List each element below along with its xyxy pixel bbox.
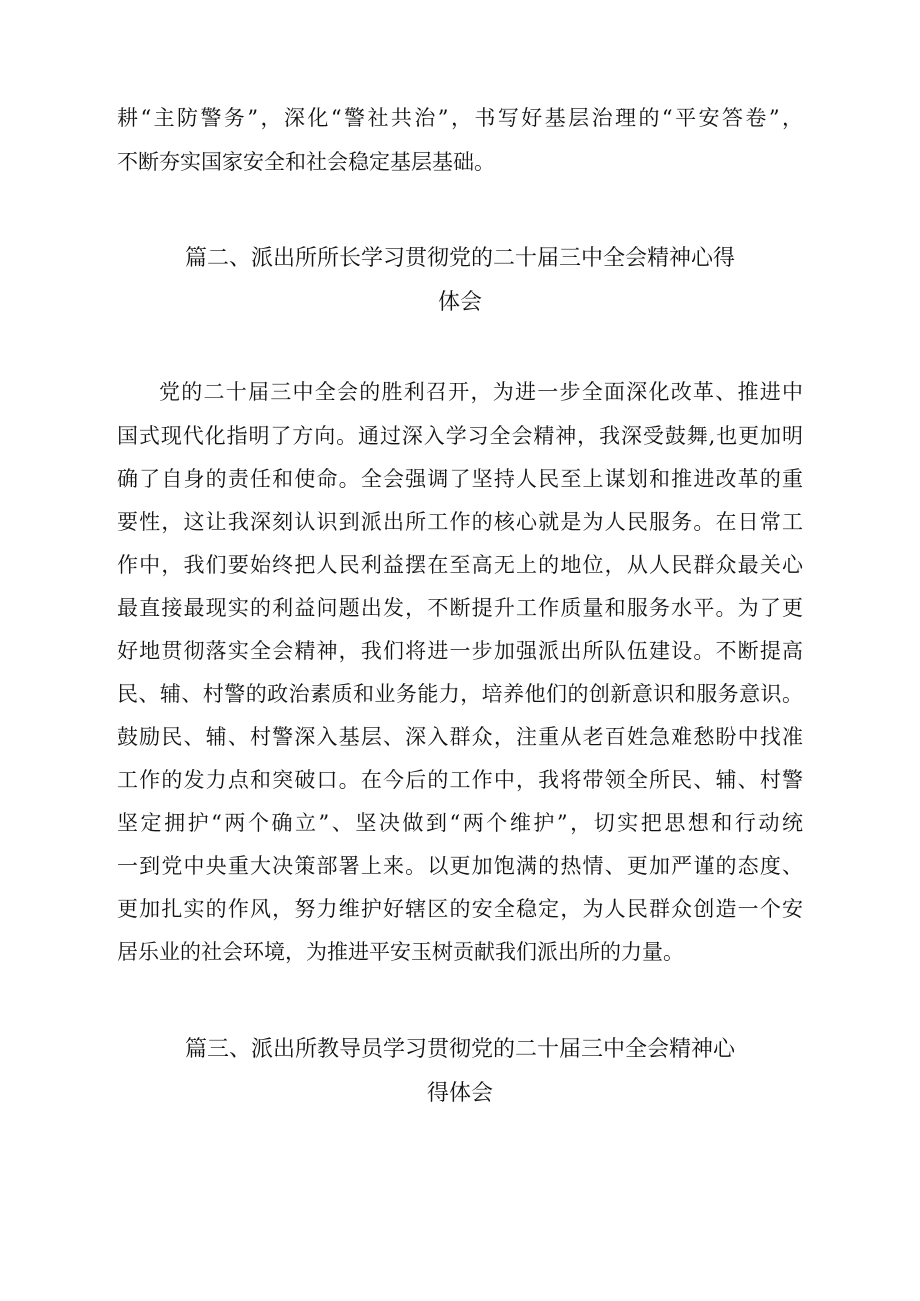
paragraph-line: 工作的发力点和突破口。在今后的工作中，我将带领全所民、辅、村警 — [117, 768, 803, 792]
paragraph-line: 居乐业的社会环境，为推进平安玉树贡献我们派出所的力量。 — [117, 940, 684, 964]
section-title: 得体会 — [426, 1081, 493, 1106]
section-title: 篇三、派出所教导员学习贯彻党的二十届三中全会精神心 — [184, 1037, 735, 1062]
paragraph-line: 确了自身的责任和使命。全会强调了坚持人民至上谋划和推进改革的重 — [117, 467, 803, 491]
paragraph-line: 要性，这让我深刻认识到派出所工作的核心就是为人民服务。在日常工 — [117, 510, 803, 534]
paragraph-line: 国式现代化指明了方向。通过深入学习全会精神，我深受鼓舞,也更加明 — [117, 424, 803, 448]
paragraph-line: 党的二十届三中全会的胜利召开，为进一步全面深化改革、推进中 — [159, 380, 803, 404]
paragraph-line: 鼓励民、辅、村警深入基层、深入群众，注重从老百姓急难愁盼中找准 — [117, 725, 803, 749]
paragraph-line: 坚定拥护“两个确立”、坚决做到“两个维护”，切实把思想和行动统 — [117, 811, 803, 835]
paragraph-line: 不断夯实国家安全和社会稳定基层基础。 — [117, 150, 495, 174]
section-title: 体会 — [437, 290, 482, 315]
paragraph-line: 最直接最现实的利益问题出发，不断提升工作质量和服务水平。为了更 — [117, 596, 803, 620]
section-title: 篇二、派出所所长学习贯彻党的二十届三中全会精神心得 — [184, 246, 735, 271]
paragraph-line: 作中，我们要始终把人民利益摆在至高无上的地位，从人民群众最关心 — [117, 553, 803, 577]
paragraph-line: 一到党中央重大决策部署上来。以更加饱满的热情、更加严谨的态度、 — [117, 854, 803, 878]
paragraph-line: 好地贯彻落实全会精神，我们将进一步加强派出所队伍建设。不断提高 — [117, 639, 803, 663]
paragraph-line: 民、辅、村警的政治素质和业务能力，培养他们的创新意识和服务意识。 — [117, 682, 803, 706]
paragraph-line: 耕“主防警务”，深化“警社共治”，书写好基层治理的“平安答卷”， — [117, 106, 803, 130]
paragraph-line: 更加扎实的作风，努力维护好辖区的安全稳定，为人民群众创造一个安 — [117, 897, 803, 921]
